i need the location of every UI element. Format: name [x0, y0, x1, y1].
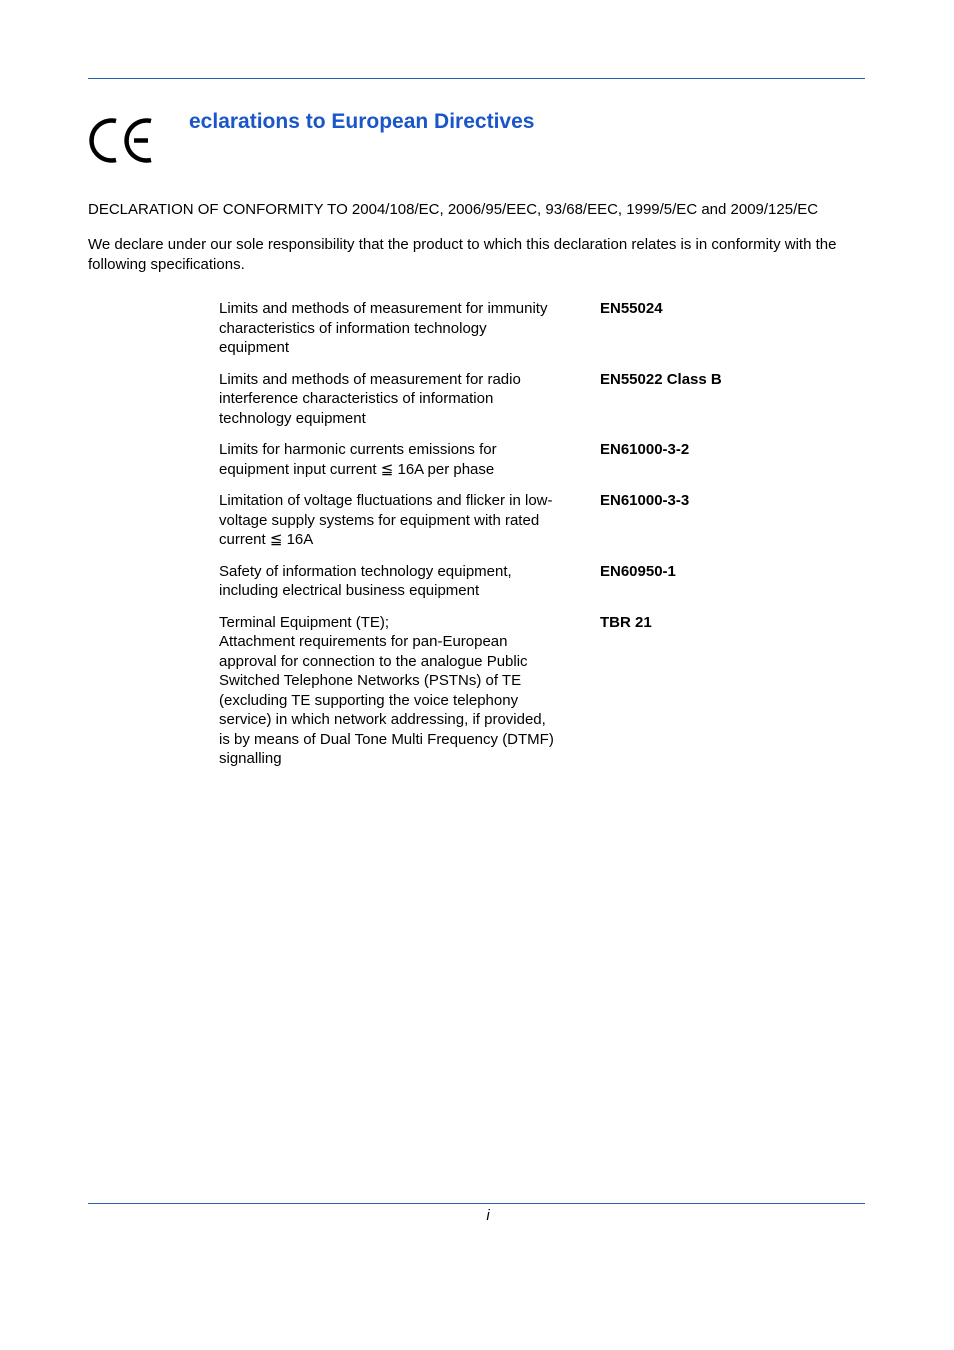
spec-description: Limits and methods of measurement for radio interference characteristics of information technology equipment	[219, 370, 521, 427]
spec-standard: EN55024	[600, 300, 663, 317]
page-title: eclarations to European Directives	[189, 110, 535, 133]
spec-standard: EN55022 Class B	[600, 370, 722, 388]
spec-row	[219, 299, 819, 358]
spec-standard: EN61000-3-3	[600, 492, 690, 509]
spec-description: Terminal Equipment (TE); Attachment requirements for pan-European approval for connection to the analogue Public Switched Telephone Networks (PSTNs) of TE (excluding TE supporting the voice telephony service) in which network addressing, if provided, is by means of Dual Tone Multi Frequency (DTMF) signalling	[219, 613, 554, 767]
spec-standard: EN60950-1	[600, 562, 676, 580]
spec-standard: TBR 21	[600, 613, 652, 631]
ce-mark-logo	[86, 112, 158, 170]
specifications-table	[219, 299, 819, 781]
page-number: i	[486, 1207, 490, 1224]
spec-row	[219, 562, 819, 601]
spec-row	[219, 613, 819, 769]
spec-description: Limitation of voltage fluctuations and flicker in low- voltage supply systems for equipment with rated current ≦ 16A	[219, 492, 553, 548]
spec-description: Limits and methods of measurement for immunity characteristics of information technology equipment	[219, 300, 548, 356]
spec-description: Limits for harmonic currents emissions for equipment input current ≦ 16A per phase	[219, 441, 497, 478]
spec-row	[219, 370, 819, 429]
spec-row	[219, 491, 819, 550]
spec-row	[219, 440, 819, 479]
spec-description: Safety of information technology equipment, including electrical business equipment	[219, 562, 512, 599]
declaration-statement: We declare under our sole responsibility that the product to which this declaration relates is in conformity with the following specifications.	[88, 236, 837, 273]
spec-standard: EN61000-3-2	[600, 441, 690, 458]
header-rule	[88, 78, 865, 79]
declaration-line: DECLARATION OF CONFORMITY TO 2004/108/EC, 2006/95/EEC, 93/68/EEC, 1999/5/EC and 2009/125/EC	[88, 201, 819, 218]
footer-rule	[88, 1203, 865, 1204]
